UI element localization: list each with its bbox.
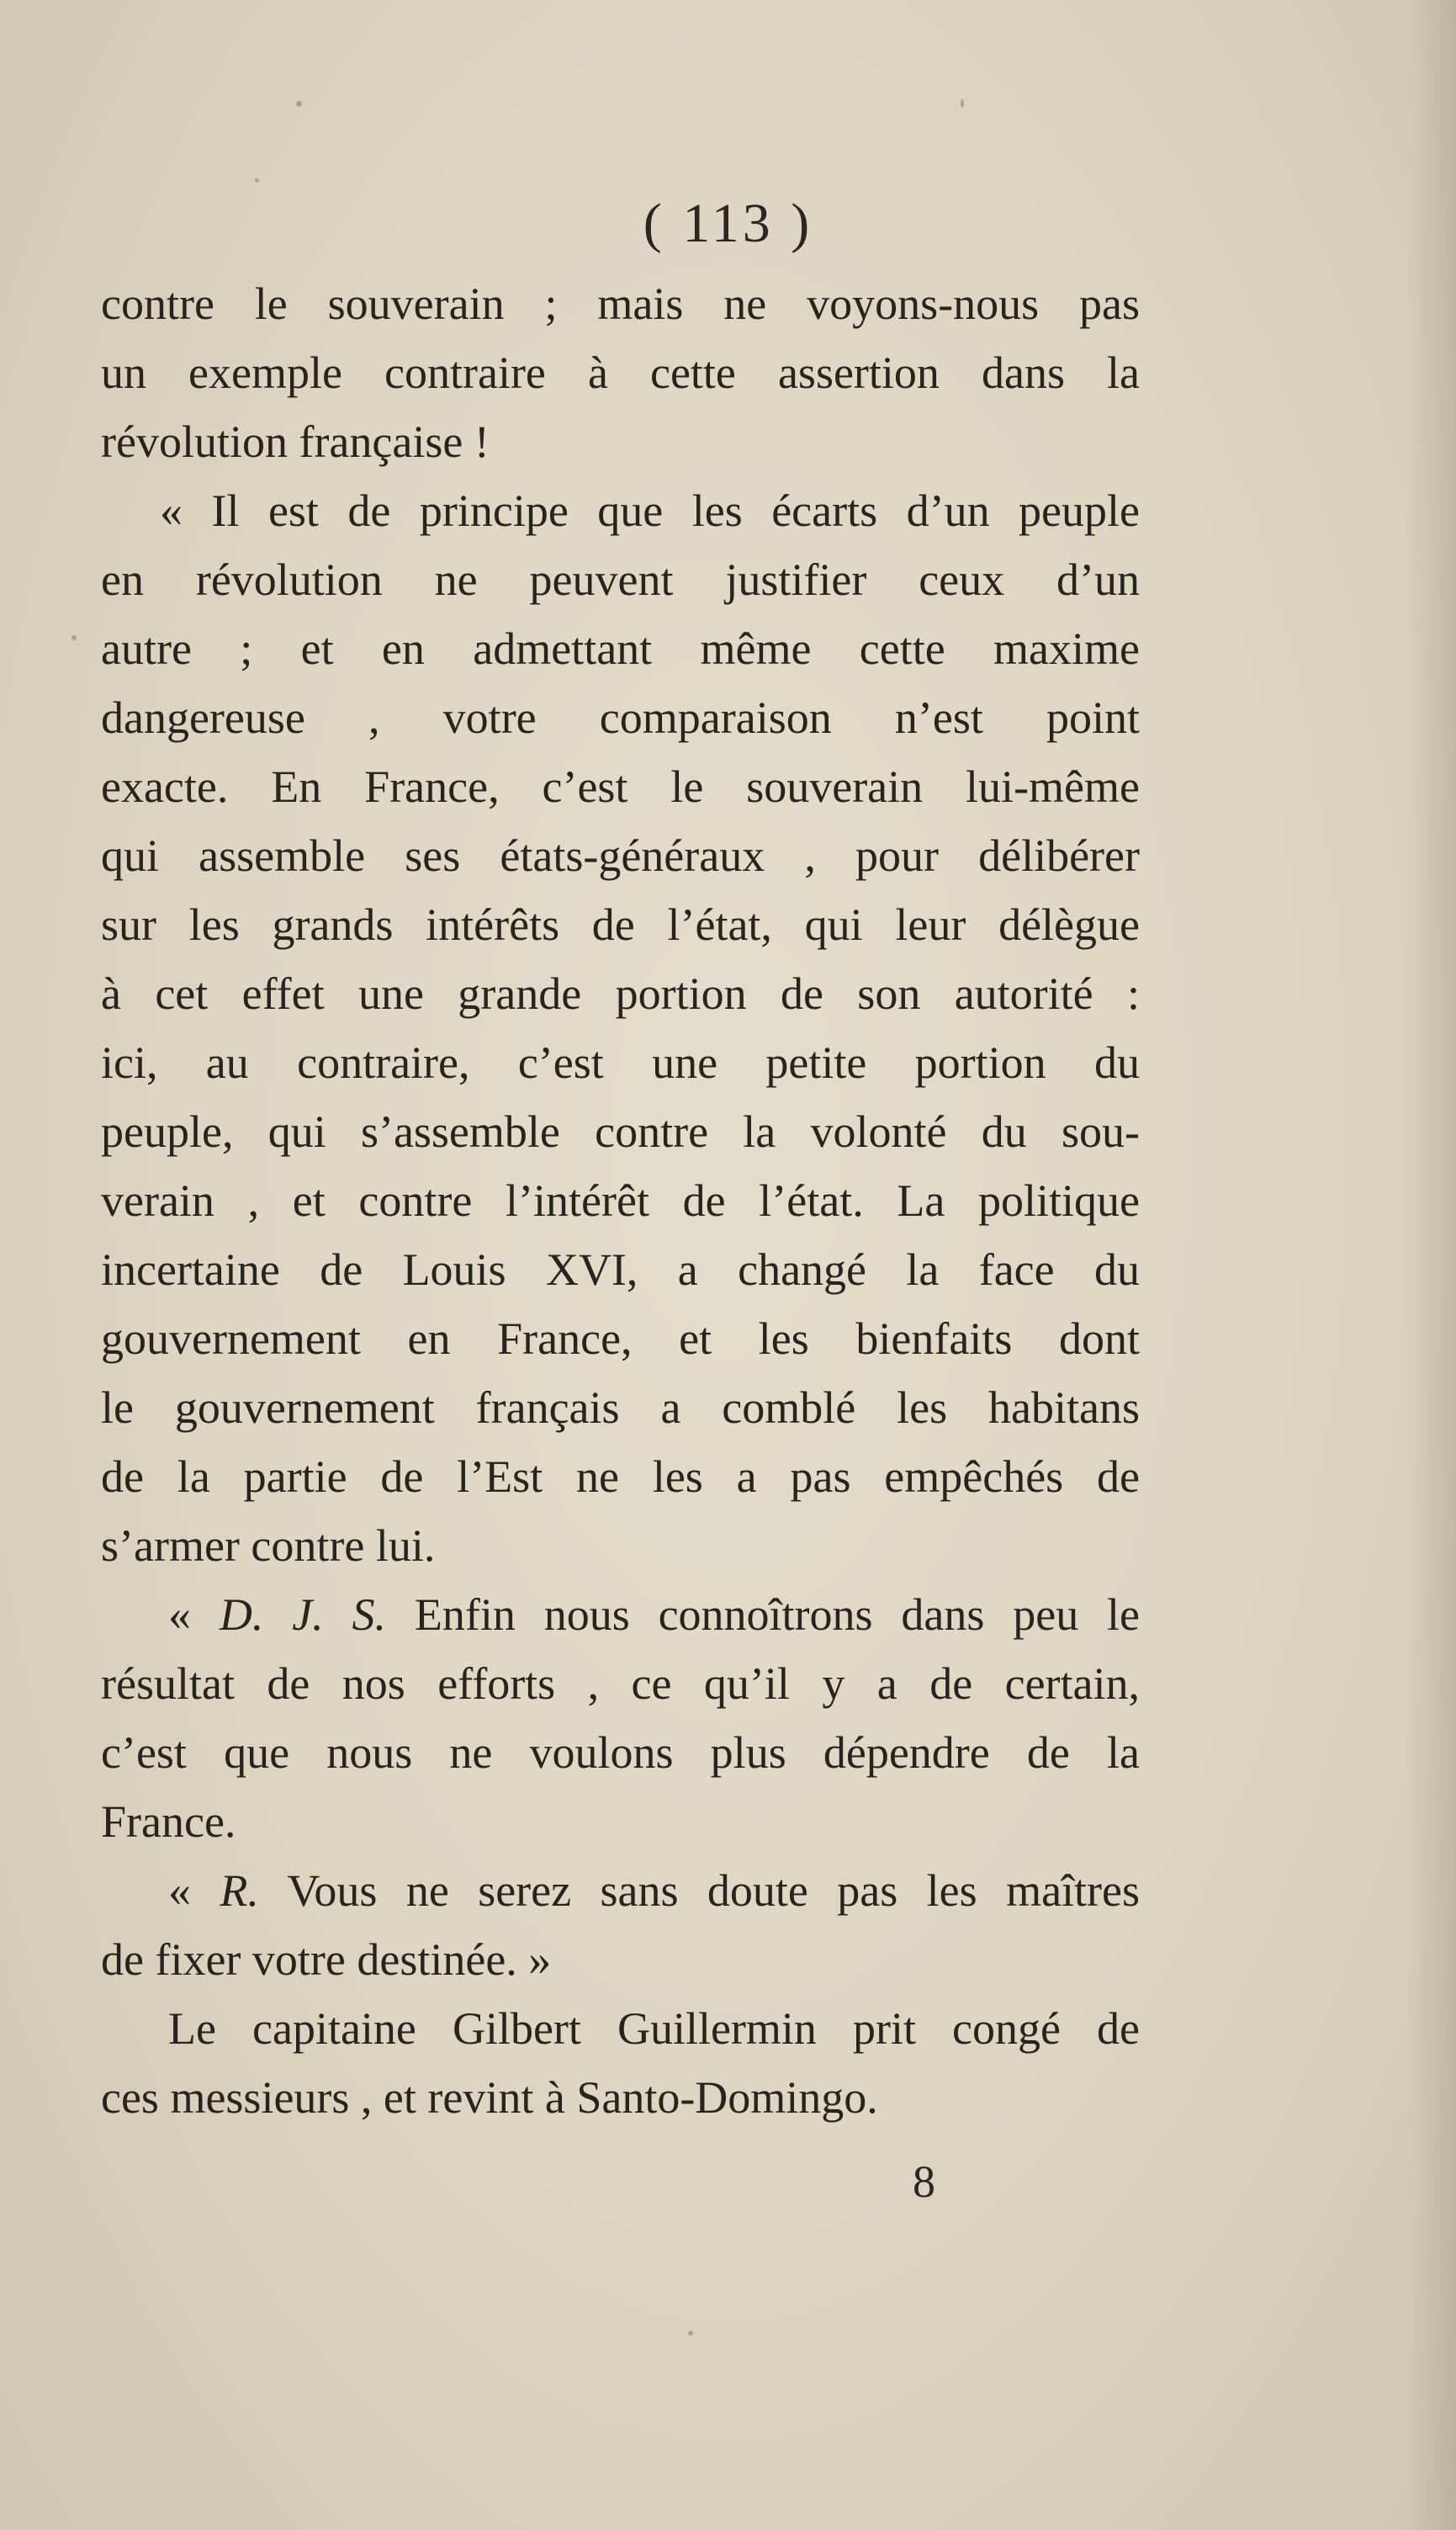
- text-line: exacte. En France, c’est le souverain lui-même: [101, 761, 1140, 812]
- page-number: ( 113 ): [643, 193, 813, 254]
- paper-speck: [296, 101, 302, 107]
- signature-mark: 8: [913, 2156, 935, 2207]
- text-line: Enfin nous connoîtrons dans peu le: [414, 1589, 1141, 1640]
- text-line: contre le souverain ; mais ne voyons-nous pas: [101, 278, 1140, 329]
- quote-mark: «: [168, 1865, 220, 1916]
- text-line: autre ; et en admettant même cette maxime: [101, 623, 1140, 674]
- text-line: sur les grands intérêts de l’état, qui leur délègue: [101, 899, 1140, 950]
- body-text: [101, 269, 1140, 2132]
- text-line: à cet effet une grande portion de son autorité :: [101, 968, 1140, 1019]
- paper-speck: [71, 635, 77, 640]
- text-line: le gouvernement français a comblé les habitans: [101, 1382, 1140, 1433]
- text-line: peuple, qui s’assemble contre la volonté du sou-: [101, 1106, 1140, 1157]
- text-line: dangereuse , votre comparaison n’est point: [101, 692, 1140, 743]
- dialogue-line-r: [101, 1856, 1140, 1925]
- quote-mark: «: [168, 1589, 220, 1640]
- paper-speck: [688, 2331, 693, 2336]
- paper-speck: [255, 178, 259, 183]
- text-line: résultat de nos efforts , ce qu’il y a de certain,: [101, 1658, 1140, 1709]
- text-line: c’est que nous ne voulons plus dépendre de la: [101, 1727, 1140, 1778]
- text-line: France.: [101, 1796, 236, 1847]
- text-line: ces messieurs , et revint à Santo-Domingo.: [101, 2072, 878, 2123]
- text-line: s’armer contre lui.: [101, 1520, 436, 1571]
- text-line: révolution française !: [101, 416, 490, 467]
- text-line: de la partie de l’Est ne les a pas empêchés de: [101, 1451, 1140, 1502]
- text-line: incertaine de Louis XVI, a changé la face du: [101, 1244, 1140, 1295]
- text-line: un exemple contraire à cette assertion dans la: [101, 347, 1140, 398]
- speaker-djs: D. J. S.: [219, 1589, 387, 1640]
- dialogue-line-djs: [101, 1580, 1140, 1649]
- text-line: Vous ne serez sans doute pas les maîtres: [287, 1865, 1141, 1916]
- text-line: « Il est de principe que les écarts d’un peuple: [160, 485, 1140, 536]
- text-line: verain , et contre l’intérêt de l’état. La politique: [101, 1175, 1140, 1226]
- page-edge-shadow: [1406, 0, 1456, 2530]
- text-line: gouvernement en France, et les bienfaits dont: [101, 1313, 1140, 1364]
- speaker-r: R.: [220, 1865, 259, 1916]
- text-line: ici, au contraire, c’est une petite portion du: [101, 1037, 1140, 1088]
- paper-speck: [961, 99, 964, 108]
- text-line: de fixer votre destinée. »: [101, 1934, 552, 1985]
- text-line: en révolution ne peuvent justifier ceux d’un: [101, 554, 1140, 605]
- text-line: Le capitaine Gilbert Guillermin prit congé de: [168, 2003, 1140, 2054]
- text-line: qui assemble ses états-généraux , pour délibérer: [101, 830, 1140, 881]
